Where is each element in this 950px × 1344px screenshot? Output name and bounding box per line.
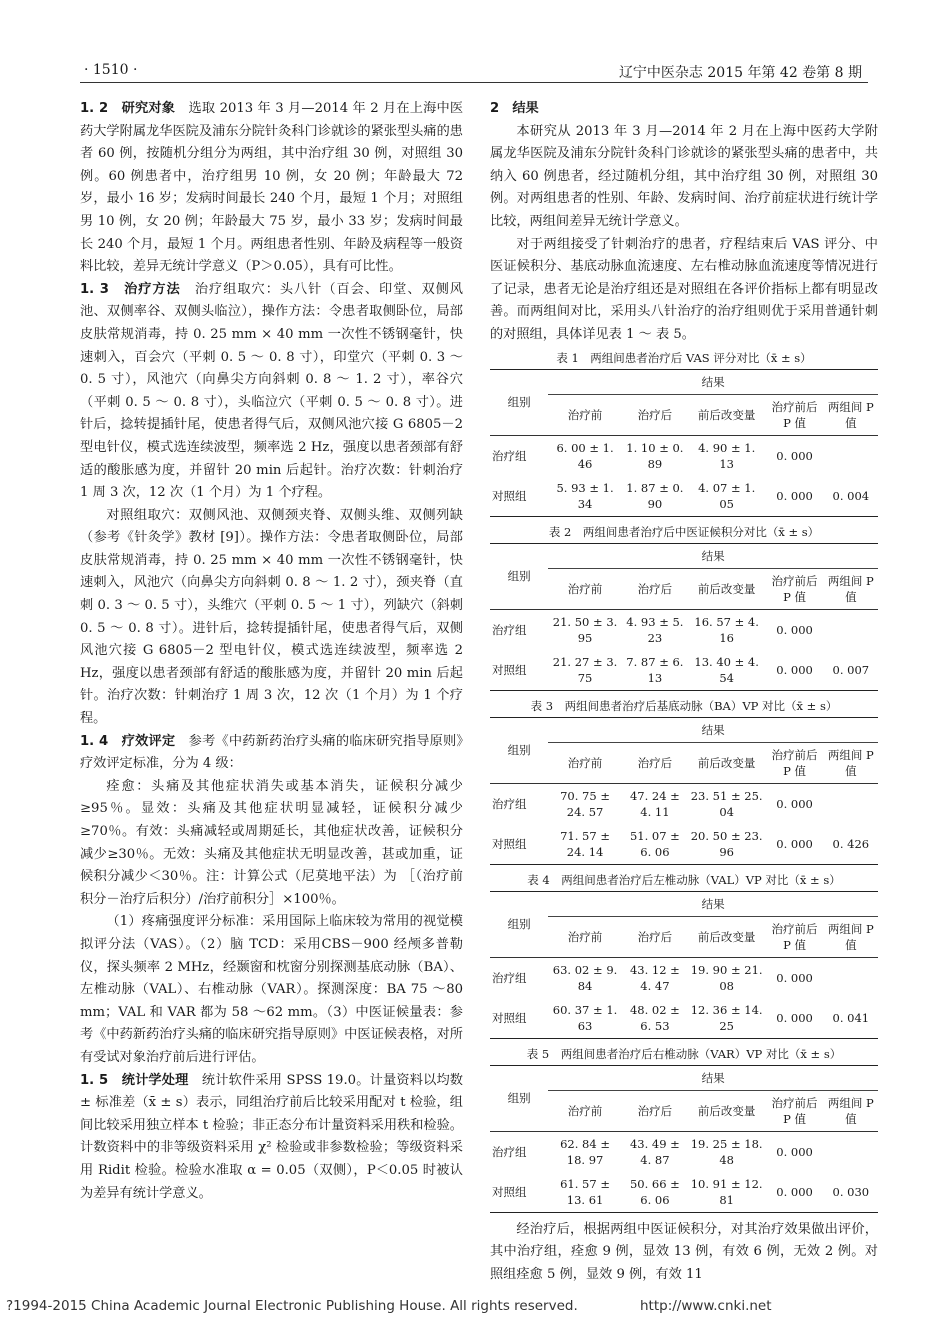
row-label: 治疗组: [492, 1144, 527, 1159]
table-cell: [824, 1131, 878, 1172]
section-heading: 1. 2 研究对象: [80, 101, 176, 116]
table-cell: 20. 50 ± 23. 96: [688, 824, 766, 865]
table-cell: 62. 84 ± 18. 97: [560, 1136, 610, 1167]
header-group: 组别: [490, 1065, 548, 1131]
column-header: 治疗前后 P 值: [765, 916, 823, 957]
header-group: 组别: [490, 891, 548, 957]
data-table: [490, 717, 878, 865]
paragraph-text: 本研究从 2013 年 3 月—2014 年 2 月在上海中医药大学附属龙华医院及浦东分院针灸科门诊就诊的紧张型头痛的患者中，共纳入 60 例患者，经过随机分组，其中治疗组 30 例，对照组 30 例。对两组患者的性别、年龄、发病时间、治疗前症状进行统计学比较，两组间差异无统计学意义。: [490, 123, 878, 229]
table-row: [490, 824, 878, 865]
section-heading: 1. 4 疗效评定: [80, 733, 176, 749]
table-row: [490, 783, 878, 824]
paragraph: [80, 911, 463, 1069]
table-cell: 0. 000: [765, 824, 823, 865]
table-cell: 61. 57 ± 13. 61: [548, 1172, 622, 1213]
paragraph-text: 选取 2013 年 3 月—2014 年 2 月在上海中医药大学附属龙华医院及浦东分院针灸科门诊就诊的紧张型头痛的患者 60 例，按随机分组分为两组，其中治疗组 30 例，对照组 30 例。60 例患者中，治疗组男 10 例，女 20 例；年龄最大 72 岁，最小 16 岁；发病时间最长 240 个月，最短 1 个月；对照组男 10 例，女 20 例；年龄最大 75 岁，最小 33 岁；发病时间最长 240 个月，最短 1 个月。两组患者性别、年龄及病程等一般资料比较，差异无统计学意义（P＞0.05），具有可比性。: [80, 101, 464, 275]
row-label: 对照组: [490, 650, 548, 691]
table-cell: 1. 87 ± 0. 90: [622, 476, 688, 517]
column-header: 治疗前后 P 值: [765, 742, 823, 783]
table-cell: 0. 007: [824, 650, 878, 691]
column-header: 前后改变量: [688, 1090, 766, 1131]
table-cell: 6. 00 ± 1. 46: [556, 440, 614, 471]
table-caption: 表 2 两组间患者治疗后中医证候积分对比（x̄ ± s）: [548, 524, 820, 539]
table-cell: [824, 957, 878, 998]
table-row: [490, 435, 878, 476]
table-caption: 表 5 两组间患者治疗后右椎动脉（VAR）VP 对比（x̄ ± s）: [526, 1046, 842, 1061]
table-cell: 51. 07 ± 6. 06: [622, 824, 688, 865]
column-header: 前后改变量: [688, 394, 766, 435]
paragraph: [490, 98, 878, 121]
header-rule: [80, 82, 868, 83]
row-label: 治疗组: [492, 796, 527, 811]
table-cell: 70. 75 ± 24. 57: [560, 788, 610, 819]
table-caption: 表 3 两组间患者治疗后基底动脉（BA）VP 对比（x̄ ± s）: [530, 698, 838, 713]
table-cell: 48. 02 ± 6. 53: [622, 998, 688, 1039]
table-cell: 0. 004: [824, 476, 878, 517]
header-result: 结果: [548, 543, 878, 568]
paragraph: [490, 121, 878, 234]
table-cell: 0. 000: [765, 998, 823, 1039]
header-result: 结果: [548, 1065, 878, 1090]
table-cell: 7. 87 ± 6. 13: [622, 650, 688, 691]
table-cell: 47. 24 ± 4. 11: [629, 788, 680, 819]
column-header: 两组间 P 值: [824, 394, 878, 435]
table-cell: 23. 51 ± 25. 04: [690, 788, 763, 819]
table-cell: 0. 000: [776, 970, 813, 985]
paragraph-text: 对照组取穴：双侧风池、双侧颈夹脊、双侧头维、双侧列缺（参考《针灸学》教材 [9]）。操作方法：令患者取侧卧位，局部皮肤常规消毒，持 0. 25 mm × 40 mm 一次性不锈钢毫针，快速刺入，风池穴（向鼻尖方向斜刺 0. 8 ～ 1. 2 寸），颈夹脊（直刺 0. 3 ～ 0. 5 寸），头维穴（平刺 0. 5 ～ 1 寸），列缺穴（斜刺 0. 5 ～ 0. 8 寸）。进针后，捻转提插针尾，使患者得气后，双侧风池穴接 G 6805－2 型电针仪，模式选连续波型，频率选 2 Hz，强度以患者颈部有舒适的酸胀感为度，并留针 20 min 后起针。治疗次数：针刺治疗 1 周 3 次，12 次（1 个月）为 1 个疗程。: [80, 507, 463, 727]
paragraph: [80, 279, 463, 505]
column-header: 两组间 P 值: [824, 568, 878, 609]
row-label: 治疗组: [492, 622, 527, 637]
column-header: 前后改变量: [688, 916, 766, 957]
table-caption: 表 1 两组间患者治疗后 VAS 评分对比（x̄ ± s）: [556, 350, 812, 365]
paragraph-text: 统计软件采用 SPSS 19.0。计量资料以均数 ± 标准差（x̄ ± s）表示，同组治疗前后比较采用配对 t 检验，组间比较采用独立样本 t 检验；非正态分布计量资料采用秩和检验。计数资料中的非等级资料采用 χ² 检验或非参数检验；等级资料采用 Ridit 检验。检验水准取 α = 0.05（双侧），P＜0.05 时被认为差异有统计学意义。: [80, 1072, 463, 1201]
column-header: 前后改变量: [688, 742, 766, 783]
row-label: 对照组: [490, 476, 548, 517]
row-label: 治疗组: [492, 970, 527, 985]
table-cell: 0. 000: [765, 1172, 823, 1213]
table-cell: 0. 000: [765, 650, 823, 691]
table-cell: 0. 000: [765, 476, 823, 517]
row-label: 治疗组: [492, 448, 527, 463]
header-result: 结果: [548, 891, 878, 916]
table-cell: 1. 10 ± 0. 89: [626, 440, 684, 471]
page-header: [0, 58, 950, 84]
column-header: 两组间 P 值: [824, 916, 878, 957]
table-cell: 0. 000: [776, 622, 813, 637]
column-header: 治疗前后 P 值: [765, 394, 823, 435]
results-intro: [490, 98, 878, 347]
table-cell: 4. 90 ± 1. 13: [698, 440, 756, 471]
table-cell: 21. 50 ± 3. 95: [552, 614, 618, 645]
header-group: 组别: [490, 369, 548, 435]
column-header: 治疗前: [548, 394, 622, 435]
column-header: 治疗前: [548, 1090, 622, 1131]
data-table: [490, 891, 878, 1039]
table-row: [490, 1172, 878, 1213]
data-table: [490, 369, 878, 517]
paragraph-text: （1）疼痛强度评分标准：采用国际上临床较为常用的视觉模拟评分法（VAS）。（2）脑 TCD：采用CBS－900 经颅多普勒仪，探头频率 2 MHz，经颞窗和枕窗分别探测基底动脉（BA）、左椎动脉（VAL）、右椎动脉（VAR）。探测深度：BA 75 ～80 mm；VAL 和 VAR 都为 58 ～62 mm。（3）中医证候量表：参考《中药新药治疗头痛的临床研究指导原则》中医证候表格，对所有受试对象治疗前后进行评估。: [80, 914, 463, 1065]
section-heading: 1. 5 统计学处理: [80, 1072, 189, 1088]
right-column: [490, 98, 878, 1286]
table-row: [490, 609, 878, 650]
copyright-text: ?1994-2015 China Academic Journal Electronic Publishing House. All rights reserved.: [6, 1298, 578, 1314]
column-header: 治疗前: [548, 568, 622, 609]
page-number: · 1510 ·: [84, 62, 138, 78]
table-cell: [824, 435, 878, 476]
table-cell: 12. 36 ± 14. 25: [688, 998, 766, 1039]
table-cell: 63. 02 ± 9. 84: [552, 962, 618, 993]
paragraph-text: 参考《中药新药治疗头痛的临床研究指导原则》疗效评定标准，分为 4 级：: [80, 733, 464, 772]
table-cell: 43. 12 ± 4. 47: [629, 962, 680, 993]
table-cell: 13. 40 ± 4. 54: [688, 650, 766, 691]
table-cell: [824, 783, 878, 824]
header-result: 结果: [548, 717, 878, 742]
paragraph: [80, 505, 463, 731]
table-cell: 0. 000: [776, 1144, 813, 1159]
paragraph: [80, 776, 463, 912]
row-label: 对照组: [490, 1172, 548, 1213]
table-row: [490, 476, 878, 517]
column-header: 治疗后: [622, 568, 688, 609]
header-group: 组别: [490, 543, 548, 609]
table-cell: [824, 609, 878, 650]
left-column: [80, 98, 463, 1205]
column-header: 治疗后: [622, 916, 688, 957]
table-row: [490, 998, 878, 1039]
section-heading: 1. 3 治疗方法: [80, 281, 181, 297]
paragraph: [80, 731, 463, 776]
column-header: 治疗后: [622, 394, 688, 435]
data-table: [490, 1065, 878, 1213]
header-result: 结果: [548, 369, 878, 394]
table-row: [490, 650, 878, 691]
table-cell: 0. 000: [776, 796, 813, 811]
column-header: 治疗后: [622, 742, 688, 783]
column-header: 两组间 P 值: [824, 742, 878, 783]
cnki-url: http://www.cnki.net: [640, 1298, 772, 1314]
column-header: 治疗前: [548, 742, 622, 783]
table-cell: 0. 000: [776, 448, 813, 463]
column-header: 前后改变量: [688, 568, 766, 609]
column-header: 治疗前后 P 值: [765, 568, 823, 609]
row-label: 对照组: [490, 998, 548, 1039]
section-heading: 2 结果: [490, 101, 539, 116]
table-cell: 10. 91 ± 12. 81: [688, 1172, 766, 1213]
paragraph-text: 痊愈：头痛及其他症状消失或基本消失，证候积分减少≥95％。显效：头痛及其他症状明显减轻，证候积分减少≥70％。有效：头痛减轻或周期延长，其他症状改善，证候积分减少≥30％。无效：头痛及其他症状无明显改善，甚或加重，证候积分减少＜30％。注：计算公式（尼莫地平法）为 ［（治疗前积分－治疗后积分）/治疗前积分］×100％。: [80, 778, 463, 907]
table-row: [490, 1131, 878, 1172]
table-cell: 19. 90 ± 21. 08: [690, 962, 763, 993]
table-cell: 19. 25 ± 18. 48: [690, 1136, 763, 1167]
paragraph-text: 对于两组接受了针刺治疗的患者，疗程结束后 VAS 评分、中医证候积分、基底动脉血流速度、左右椎动脉血流速度等情况进行了记录，患者无论是治疗组还是对照组在各评价指标上都有明显改善。而两组间对比，采用头八针治疗的治疗组则优于采用普通针刺的对照组，具体详见表 1 ～ 表 5。: [490, 236, 878, 342]
paragraph-text: 治疗组取穴：头八针（百会、印堂、双侧风池、双侧率谷、双侧头临泣），操作方法：令患者取侧卧位，局部皮肤常规消毒，持 0. 25 mm × 40 mm 一次性不锈钢毫针，快速刺入，百会穴（平刺 0. 5 ～ 0. 8 寸），印堂穴（平刺 0. 3 ～ 0. 5 寸），风池穴（向鼻尖方向斜刺 0. 8 ～ 1. 2 寸），率谷穴（平刺 0. 5 ～ 0. 8 寸），头临泣穴（平刺 0. 5 ～ 0. 8 寸）。进针后，捻转提插针尾，使患者得气后，双侧风池穴接 G 6805－2 型电针仪，模式选连续波型，频率选 2 Hz，强度以患者颈部有舒适的酸胀感为度，并留针 20 min 后起针。治疗次数：针刺治疗 1 周 3 次，12 次（1 个月）为 1 个疗程。: [80, 281, 463, 501]
paragraph: [490, 234, 878, 347]
table-cell: 16. 57 ± 4. 16: [694, 614, 759, 645]
table-cell: 4. 07 ± 1. 05: [688, 476, 766, 517]
table-cell: 50. 66 ± 6. 06: [622, 1172, 688, 1213]
table-cell: 0. 041: [824, 998, 878, 1039]
results-outro: 经治疗后，根据两组中医证候积分，对其治疗效果做出评价，其中治疗组，痊愈 9 例，显效 13 例，有效 6 例，无效 2 例。对照组痊愈 5 例，显效 9 例，有效 11: [490, 1221, 878, 1282]
journal-title: 辽宁中医杂志 2015 年第 42 卷第 8 期: [618, 65, 862, 81]
paragraph: [80, 1070, 463, 1206]
table-cell: 5. 93 ± 1. 34: [548, 476, 622, 517]
table-cell: 0. 030: [824, 1172, 878, 1213]
column-header: 治疗前: [548, 916, 622, 957]
column-header: 两组间 P 值: [824, 1090, 878, 1131]
table-cell: 71. 57 ± 24. 14: [548, 824, 622, 865]
table-cell: 0. 426: [824, 824, 878, 865]
column-header: 治疗前后 P 值: [765, 1090, 823, 1131]
table-cell: 60. 37 ± 1. 63: [548, 998, 622, 1039]
header-group: 组别: [490, 717, 548, 783]
table-row: [490, 957, 878, 998]
column-header: 治疗后: [622, 1090, 688, 1131]
table-cell: 4. 93 ± 5. 23: [626, 614, 684, 645]
table-cell: 43. 49 ± 4. 87: [629, 1136, 680, 1167]
table-cell: 21. 27 ± 3. 75: [548, 650, 622, 691]
data-table: [490, 543, 878, 691]
row-label: 对照组: [490, 824, 548, 865]
results-tables: [490, 349, 878, 1213]
paragraph: [80, 98, 463, 279]
table-caption: 表 4 两组间患者治疗后左椎动脉（VAL）VP 对比（x̄ ± s）: [527, 872, 841, 887]
